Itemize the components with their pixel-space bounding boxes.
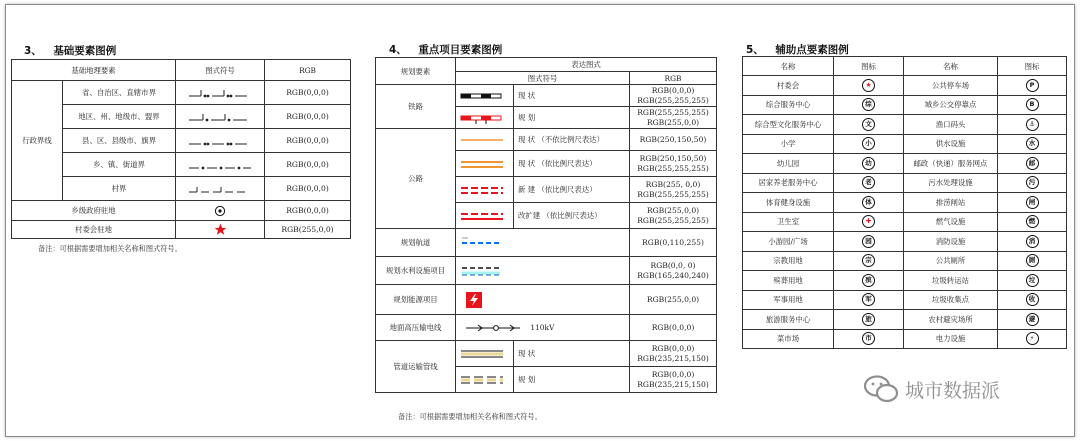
township-gov-icon (176, 201, 265, 221)
road-r3-rgb: RGB(255, 0,0) RGB(255,255,255) (630, 177, 717, 203)
poi-icon: ⚓ (998, 115, 1067, 135)
road-r1-rgb: RGB(250,150,50) (630, 129, 717, 151)
pipeline-existing-symbol (456, 341, 514, 367)
base-elements-table (11, 59, 351, 239)
road-new-symbol (456, 177, 514, 203)
table-row (743, 154, 1067, 174)
poi-icon: 殡 (834, 271, 904, 291)
poi-icon: 综 (834, 95, 904, 115)
road-existing-thin-symbol (456, 129, 514, 151)
poi-icon: 园 (834, 232, 904, 252)
header-symbol: 图式符号 (176, 60, 265, 81)
rail-existing-symbol (456, 85, 514, 107)
poi-icon: 文 (834, 115, 904, 135)
poi-icon: 小 (834, 134, 904, 154)
poi-icon: 老 (834, 173, 904, 193)
poi-icon: 军 (834, 290, 904, 310)
rail-planned-rgb: RGB(255,255,255) RGB(255,0,0) (630, 107, 717, 129)
road-expand-symbol (456, 203, 514, 229)
poi-name: 村委会 (743, 76, 834, 96)
poi-name: 综合服务中心 (743, 95, 834, 115)
rgb-value: RGB(0,0,0) (265, 153, 351, 177)
poi-icon: ★ (834, 76, 904, 96)
poi-icon: 市 (834, 329, 904, 349)
poi-name: 军事用地 (743, 290, 834, 310)
table-row (743, 271, 1067, 291)
row-name: 县、区、县级市、旗界 (63, 129, 176, 153)
poi-name: 体育健身设施 (743, 193, 834, 213)
poi-name: 居家养老服务中心 (743, 173, 834, 193)
waterway-rgb: RGB(0,110,255) (630, 229, 717, 257)
poi-name: 殡葬用地 (743, 271, 834, 291)
water-project-rgb: RGB(0,0, 0) RGB(165,240,240) (630, 257, 717, 285)
poi-name: 供水设施 (904, 134, 998, 154)
waterway-label: 规划航道 (376, 229, 456, 257)
table-row (743, 76, 1067, 96)
poi-icon: 消 (998, 232, 1067, 252)
poi-name: 综合型文化服务中心 (743, 115, 834, 135)
poi-name: 公共停车场 (904, 76, 998, 96)
poi-icon: 邮 (998, 154, 1067, 174)
poi-icon: 水 (998, 134, 1067, 154)
poi-icon: 厕 (998, 251, 1067, 271)
table-row (743, 290, 1067, 310)
header-rgb: RGB (630, 72, 717, 85)
poi-name: 渔口码头 (904, 115, 998, 135)
poi-icon: 污 (998, 173, 1067, 193)
header-icon: 图标 (998, 57, 1067, 76)
red-star-icon (176, 221, 265, 239)
section-4-note: 备注：可根据需要增加相关名称和图式符号。 (398, 412, 542, 421)
header-name: 名称 (904, 57, 998, 76)
energy-project-rgb: RGB(255,0,0) (630, 285, 717, 315)
rgb-value: RGB(0,0,0) (265, 81, 351, 105)
poi-icon: 旅 (834, 310, 904, 330)
township-boundary-symbol (176, 153, 265, 177)
poi-name: 电力设施 (904, 329, 998, 349)
poi-icon: 体 (834, 193, 904, 213)
hv-line-rgb: RGB(0,0,0) (630, 315, 717, 341)
table-row (743, 310, 1067, 330)
wechat-icon (863, 374, 899, 404)
rgb-value: RGB(0,0,0) (265, 177, 351, 201)
table-row (743, 251, 1067, 271)
section-3-title: 3、 基础要素图例 (24, 45, 117, 57)
rgb-value: RGB(0,0,0) (265, 105, 351, 129)
row-name: 乡级政府驻地 (12, 201, 176, 221)
poi-name: 旅游服务中心 (743, 310, 834, 330)
header-plan-element: 规划要素 (376, 58, 456, 85)
pipeline-planned-symbol (456, 367, 514, 393)
poi-name: 卫生室 (743, 212, 834, 232)
poi-name: 小学 (743, 134, 834, 154)
table-row (743, 193, 1067, 213)
pipeline-existing-text: 现 状 (514, 341, 630, 367)
rail-existing-text: 现 状 (514, 85, 630, 107)
pipeline-planned-rgb: RGB(0,0,0) RGB(235,215,150) (630, 367, 717, 393)
header-symbol: 图式符号 (456, 72, 630, 85)
hv-voltage-label: 110kV (530, 323, 555, 332)
row-name: 村委会驻地 (12, 221, 176, 239)
section-3-note: 备注：可根据需要增加相关名称和图式符号。 (38, 244, 182, 253)
province-boundary-symbol (176, 81, 265, 105)
pipeline-planned-text: 规 划 (514, 367, 630, 393)
water-project-label: 规划水利设施项目 (376, 257, 456, 285)
poi-icon: 宗 (834, 251, 904, 271)
poi-name: 消防设施 (904, 232, 998, 252)
watermark-text: 城市数据派 (905, 379, 1001, 402)
poi-name: 燃气设施 (904, 212, 998, 232)
road-r2-rgb: RGB(250,150,50) RGB(255,255,255) (630, 151, 717, 177)
poi-icon: 避 (998, 310, 1067, 330)
header-name: 名称 (743, 57, 834, 76)
poi-name: 宗教用地 (743, 251, 834, 271)
hv-line-label: 地面高压输电线 (376, 315, 456, 341)
poi-icon: 垃 (998, 271, 1067, 291)
road-label: 公路 (376, 129, 456, 229)
poi-icon: 幼 (834, 154, 904, 174)
row-name: 村界 (63, 177, 176, 201)
poi-icon: 闸 (998, 193, 1067, 213)
road-existing-scaled-symbol (456, 151, 514, 177)
poi-name: 垃圾收集点 (904, 290, 998, 310)
county-boundary-symbol (176, 129, 265, 153)
poi-name: 公共厕所 (904, 251, 998, 271)
energy-project-label: 规划能源项目 (376, 285, 456, 315)
poi-icon: B (998, 95, 1067, 115)
pipeline-existing-rgb: RGB(0,0,0) RGB(235,215,150) (630, 341, 717, 367)
key-projects-table (375, 57, 717, 393)
poi-name: 邮政（快递）服务网点 (904, 154, 998, 174)
section-4-title: 4、 重点项目要素图例 (389, 44, 503, 56)
poi-name: 污水处理设施 (904, 173, 998, 193)
section-5-title: 5、 辅助点要素图例 (746, 44, 849, 56)
header-icon: 图标 (834, 57, 904, 76)
row-name: 省、自治区、直辖市界 (63, 81, 176, 105)
water-project-symbol (456, 257, 630, 285)
poi-name: 城乡公交停靠点 (904, 95, 998, 115)
road-r4-rgb: RGB(255,0,0) RGB(255,255,255) (630, 203, 717, 229)
poi-icon: P (998, 76, 1067, 96)
road-r3-text: 新 建 （依比例尺表达） (514, 177, 630, 203)
poi-name: 排涝闸站 (904, 193, 998, 213)
table-row (743, 134, 1067, 154)
rail-existing-rgb: RGB(0,0,0) RGB(255,255,255) (630, 85, 717, 107)
poi-icon: 燃 (998, 212, 1067, 232)
rgb-value: RGB(0,0,0) (265, 201, 351, 221)
waterway-symbol (456, 229, 630, 257)
prefecture-boundary-symbol (176, 105, 265, 129)
poi-name: 垃圾转运站 (904, 271, 998, 291)
poi-name: 农村避灾场所 (904, 310, 998, 330)
header-base-element: 基础地理要素 (12, 60, 176, 81)
poi-icon: 收 (998, 290, 1067, 310)
poi-name: 幼儿园 (743, 154, 834, 174)
road-r1-text: 现 状 （不依比例尺表达） (514, 129, 630, 151)
watermark (863, 374, 1000, 404)
table-row (743, 95, 1067, 115)
table-row (743, 115, 1067, 135)
rgb-value: RGB(0,0,0) (265, 129, 351, 153)
header-rgb: RGB (265, 60, 351, 81)
table-row (743, 212, 1067, 232)
header-expression: 表达图式 (456, 58, 717, 72)
poi-name: 小游园/广场 (743, 232, 834, 252)
hv-line-symbol (456, 315, 630, 341)
admin-boundary-label: 行政界线 (12, 81, 63, 201)
rail-label: 铁路 (376, 85, 456, 129)
table-row (743, 329, 1067, 349)
auxiliary-points-table (742, 56, 1067, 349)
table-row (743, 173, 1067, 193)
road-r2-text: 现 状 （依比例尺表达） (514, 151, 630, 177)
table-row (743, 232, 1067, 252)
energy-lightning-icon (456, 285, 630, 315)
pipeline-label: 管道运输管线 (376, 341, 456, 393)
poi-name: 菜市场 (743, 329, 834, 349)
poi-icon: ⚡ (998, 329, 1067, 349)
rail-planned-text: 规 划 (514, 107, 630, 129)
poi-icon: ✚ (834, 212, 904, 232)
rgb-value: RGB(255,0,0) (265, 221, 351, 239)
rail-planned-symbol (456, 107, 514, 129)
road-r4-text: 改扩建 （依比例尺表达） (514, 203, 630, 229)
row-name: 地区、州、地级市、盟界 (63, 105, 176, 129)
row-name: 乡、镇、街道界 (63, 153, 176, 177)
village-boundary-symbol (176, 177, 265, 201)
